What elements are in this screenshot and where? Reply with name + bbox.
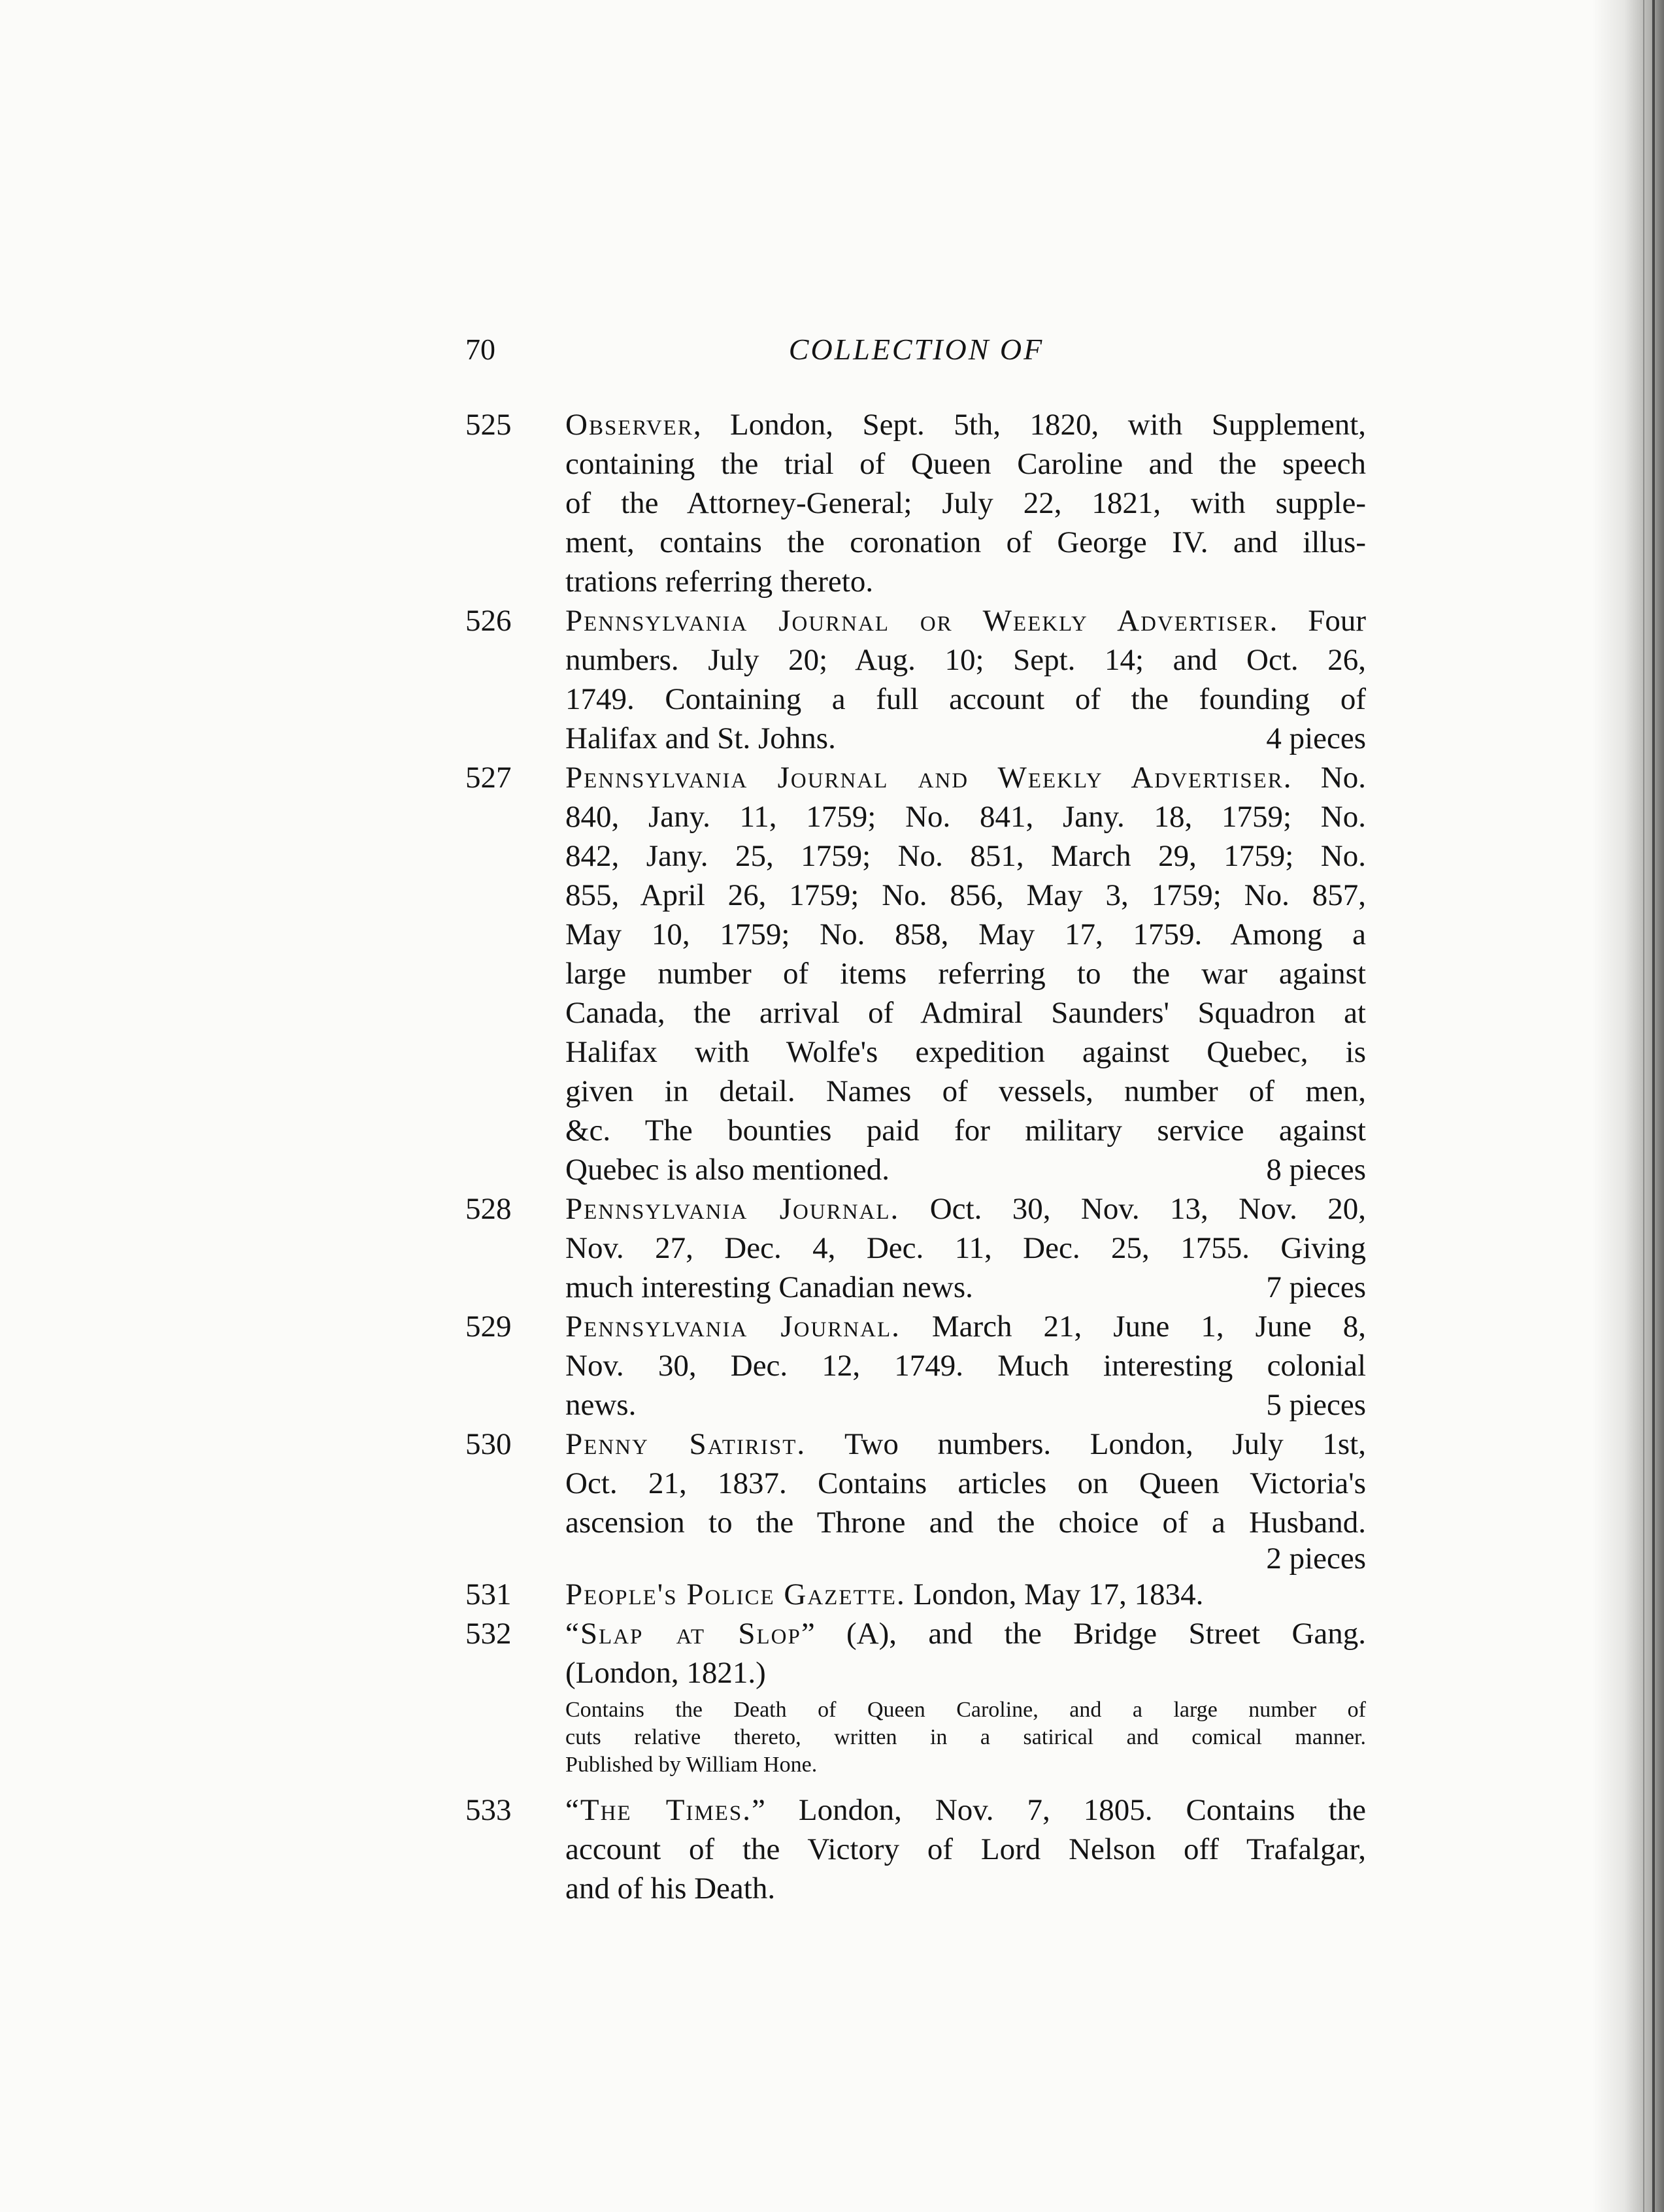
entry-line	[565, 405, 1366, 444]
entry-line: 842, Jany. 25, 1759; No. 851, March 29, 1759; No.	[565, 839, 1366, 873]
entry-title: “Slap at Slop	[565, 1617, 801, 1651]
catalog-entry	[465, 758, 1366, 1189]
catalog-entry	[465, 1791, 1366, 1908]
entry-line: 1749. Containing a full account of the founding of	[565, 682, 1366, 716]
entry-line: account of the Victory of Lord Nelson off Trafalgar,	[565, 1832, 1366, 1866]
entry-line: Halifax with Wolfe's expedition against Quebec, is	[565, 1035, 1366, 1069]
entry-title: Observer	[565, 408, 693, 442]
catalog-entry	[465, 1425, 1366, 1575]
entry-line	[565, 1268, 1366, 1307]
page-number: 70	[465, 333, 495, 366]
entry-number: 532	[465, 1617, 512, 1651]
entry-title: “The Times.	[565, 1793, 752, 1827]
entry-line: large number of items referring to the war against	[565, 957, 1366, 991]
entry-text: Two numbers. London, July 1st,	[806, 1427, 1366, 1461]
entry-title: People's Police Gazette.	[565, 1577, 906, 1611]
pieces-count: 4 pieces	[1266, 721, 1366, 755]
entry-text: Halifax and St. Johns.	[565, 721, 836, 755]
entry-text: ” (A), and the Bridge Street Gang.	[801, 1617, 1366, 1651]
entry-line: (London, 1821.)	[565, 1656, 766, 1690]
note-line: Contains the Death of Queen Caroline, and a large number of	[565, 1698, 1366, 1722]
entry-line: and of his Death.	[565, 1872, 776, 1906]
entry-line: numbers. July 20; Aug. 10; Sept. 14; and Oct. 26,	[565, 643, 1366, 677]
page-edge-line	[1652, 0, 1655, 2212]
entry-line: 855, April 26, 1759; No. 856, May 3, 1759; No. 857,	[565, 878, 1366, 912]
entry-line	[565, 1189, 1366, 1229]
running-title: COLLECTION OF	[788, 333, 1044, 366]
entry-line: 840, Jany. 11, 1759; No. 841, Jany. 18, 1759; No.	[565, 800, 1366, 834]
page-edge-line	[1643, 0, 1644, 2212]
pieces-count: 5 pieces	[1266, 1388, 1366, 1422]
entry-line	[565, 601, 1366, 640]
entry-line	[565, 1150, 1366, 1189]
entry-line: Oct. 21, 1837. Contains articles on Queen Victoria's	[565, 1466, 1366, 1500]
entry-line	[565, 1614, 1366, 1653]
catalog-entry	[465, 1575, 1366, 1614]
entry-line	[565, 1575, 1366, 1614]
entry-number: 527	[465, 761, 512, 795]
entry-number: 526	[465, 604, 512, 638]
entry-line: ment, contains the coronation of George IV. and illus-	[565, 525, 1366, 559]
entry-title: Pennsylvania Journal.	[565, 1192, 900, 1226]
entry-number: 525	[465, 408, 512, 442]
entry-line: ascension to the Throne and the choice of a Husband.	[565, 1506, 1366, 1540]
entry-text: news.	[565, 1388, 637, 1422]
entry-note	[565, 1692, 1366, 1791]
entry-line	[565, 1425, 1366, 1464]
entry-line: given in detail. Names of vessels, number of men,	[565, 1074, 1366, 1108]
pieces-count: 7 pieces	[1266, 1270, 1366, 1304]
catalog-entry	[465, 1614, 1366, 1791]
note-line: Published by William Hone.	[565, 1753, 818, 1777]
entry-text: London, May 17, 1834.	[905, 1577, 1204, 1611]
catalog-entries	[465, 405, 1366, 1908]
entry-text: March 21, June 1, June 8,	[900, 1310, 1366, 1344]
entry-line: trations referring thereto.	[565, 565, 874, 599]
entry-title: Pennsylvania Journal and Weekly Advertiser.	[565, 761, 1293, 795]
entry-text: much interesting Canadian news.	[565, 1270, 973, 1304]
catalog-entry	[465, 601, 1366, 758]
entry-title: Pennsylvania Journal or Weekly Advertiser.	[565, 604, 1279, 638]
entry-line	[565, 719, 1366, 758]
entry-line: &c. The bounties paid for military service against	[565, 1114, 1366, 1147]
entry-line	[565, 758, 1366, 797]
entry-line: Nov. 27, Dec. 4, Dec. 11, Dec. 25, 1755. Giving	[565, 1231, 1366, 1265]
entry-number: 530	[465, 1427, 512, 1461]
entry-line: of the Attorney-General; July 22, 1821, with supple-	[565, 486, 1366, 520]
entry-line: May 10, 1759; No. 858, May 17, 1759. Among a	[565, 917, 1366, 951]
entry-line: containing the trial of Queen Caroline and the speech	[565, 447, 1366, 481]
entry-title: Pennsylvania Journal.	[565, 1310, 901, 1344]
entry-number: 531	[465, 1577, 512, 1611]
running-header	[465, 332, 1367, 378]
entry-text: No.	[1292, 761, 1366, 795]
entry-title: Penny Satirist.	[565, 1427, 807, 1461]
entry-line: Canada, the arrival of Admiral Saunders' Squadron at	[565, 996, 1366, 1030]
entry-text: ” London, Nov. 7, 1805. Contains the	[752, 1793, 1366, 1827]
entry-text: Four	[1278, 604, 1366, 638]
entry-line	[565, 1307, 1366, 1346]
catalog-entry	[465, 1307, 1366, 1425]
entry-line: Nov. 30, Dec. 12, 1749. Much interesting colonial	[565, 1349, 1366, 1383]
catalog-entry	[465, 405, 1366, 601]
entry-line	[565, 1791, 1366, 1830]
entry-text: Quebec is also mentioned.	[565, 1153, 890, 1187]
entry-number: 529	[465, 1310, 512, 1344]
entry-text: , London, Sept. 5th, 1820, with Supplement,	[693, 408, 1366, 442]
pieces-count: 8 pieces	[1266, 1153, 1366, 1187]
entry-number: 533	[465, 1793, 512, 1827]
entry-line	[565, 1385, 1366, 1425]
pieces-count: 2 pieces	[1266, 1542, 1366, 1576]
entry-number: 528	[465, 1192, 512, 1226]
entry-text: Oct. 30, Nov. 13, Nov. 20,	[899, 1192, 1366, 1226]
note-line: cuts relative thereto, written in a satirical and comical manner.	[565, 1725, 1366, 1749]
catalog-entry	[465, 1189, 1366, 1307]
